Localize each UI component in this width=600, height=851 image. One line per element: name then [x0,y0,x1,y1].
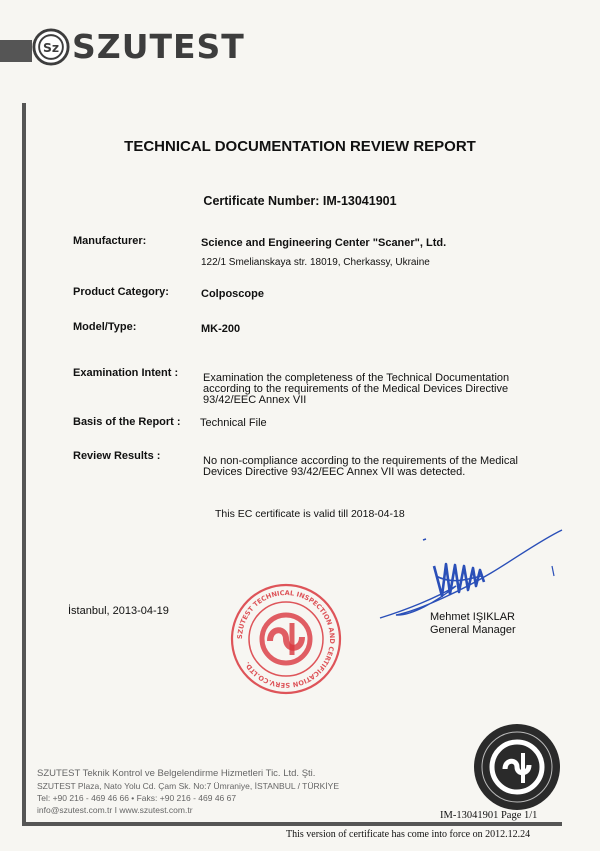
model-type-value: MK-200 [201,323,241,335]
stamp-text: SZUTEST TECHNICAL INSPECTION AND CERTIFICATION SERV.CO.LTD. [235,588,337,690]
footer-company: SZUTEST Teknik Kontrol ve Belgelendirme Hizmetleri Tic. Ltd. Şti. [37,768,316,779]
examination-intent-line: according to the requirements of the Medical Devices Directive [203,383,509,395]
force-note: This version of certificate has come into force on 2012.12.24 [286,829,531,840]
certificate-number-label: Certificate Number: [203,194,320,208]
review-results-line: Devices Directive 93/42/EEC Annex VII was detected. [203,466,466,478]
validity-statement: This EC certificate is valid till 2018-04-18 [215,508,405,520]
szutest-seal-icon [473,723,561,811]
manufacturer-label: Manufacturer: [73,235,147,247]
examination-intent-label: Examination Intent : [73,367,179,379]
model-type-label: Model/Type: [73,321,137,333]
footer-address: SZUTEST Plaza, Nato Yolu Cd. Çam Sk. No:7 Ümraniye, İSTANBUL / TÜRKİYE [37,781,340,791]
product-category-value: Colposcope [201,288,264,300]
basis-label: Basis of the Report : [73,416,181,428]
page-reference: IM-13041901 Page 1/1 [440,810,538,821]
basis-value: Technical File [200,417,267,429]
footer-web: info@szutest.com.tr I www.szutest.com.tr [37,805,193,815]
company-stamp-icon [230,583,342,695]
svg-text:Sz: Sz [42,40,60,55]
examination-intent-text [203,373,509,406]
product-category-label: Product Category: [73,286,169,298]
left-border-rule [22,103,26,823]
manufacturer-address: 122/1 Smelianskaya str. 18019, Cherkassy, Ukraine [201,257,430,268]
certificate-number-value: IM-13041901 [322,194,397,208]
brand-name: SZUTEST [72,27,245,66]
footer-phone: Tel: +90 216 - 469 46 66 • Faks: +90 216 - 469 46 67 [37,793,237,803]
examination-intent-line: 93/42/EEC Annex VII [203,394,307,406]
review-results-line: No non-compliance according to the requirements of the Medical [203,455,518,467]
manufacturer-name: Science and Engineering Center "Scaner", Ltd. [201,237,447,249]
bottom-border-rule [22,822,562,826]
review-results-label: Review Results : [73,450,161,462]
brand-logo [32,28,245,66]
certificate-number [0,194,600,208]
signer-block [430,611,516,637]
signer-title: General Manager [430,624,516,636]
header-bar [0,40,32,62]
place-and-date: İstanbul, 2013-04-19 [68,605,169,617]
document-title: TECHNICAL DOCUMENTATION REVIEW REPORT [124,138,476,155]
signer-name: Mehmet IŞIKLAR [430,611,515,623]
szutest-logo-icon [32,28,70,66]
footer-contact [37,768,339,816]
examination-intent-line: Examination the completeness of the Technical Documentation [203,372,510,384]
review-results-text [203,456,518,478]
